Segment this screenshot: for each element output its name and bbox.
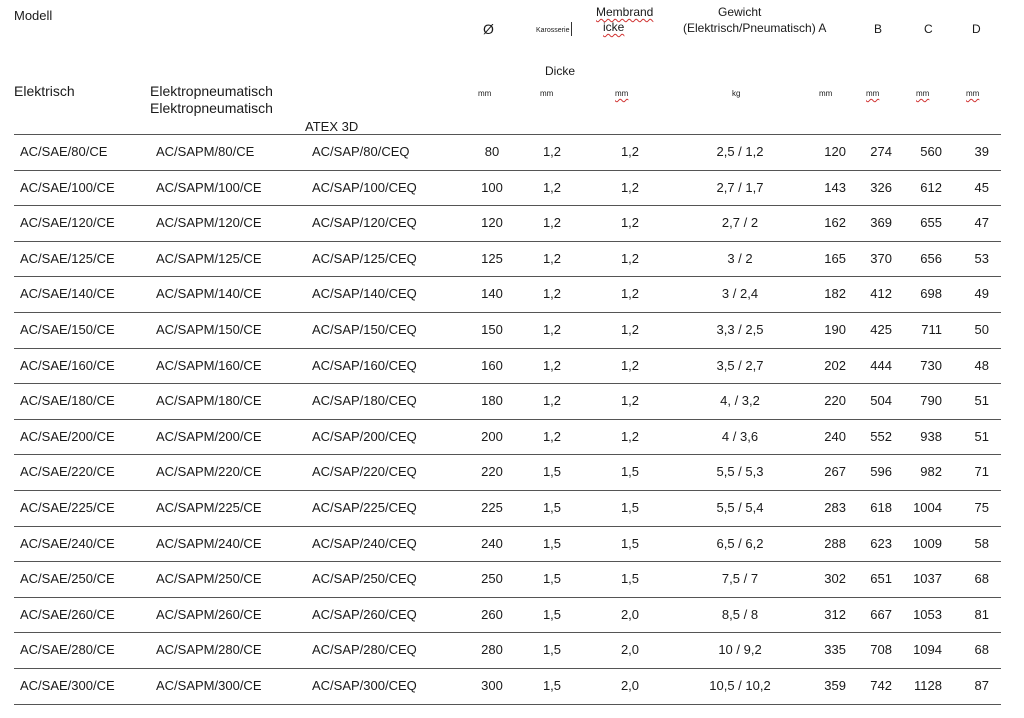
cell-a: 359 [824,678,846,693]
cell-diameter: 225 [481,500,503,515]
cell-gewicht: 5,5 / 5,4 [716,500,764,515]
cell-karosserie-dicke: 1,5 [542,606,562,622]
cell-diameter: 80 [484,144,500,159]
cell-gewicht: 10,5 / 10,2 [709,678,771,693]
cell-d: 68 [974,642,989,658]
table-row [0,490,1024,526]
cell-gewicht: 6,5 / 6,2 [716,535,764,551]
cell-gewicht: 5,5 / 5,3 [716,464,764,480]
cell-b: 274 [870,144,892,159]
cell-b: 326 [870,179,892,195]
cell-karosserie-dicke: 1,2 [542,428,562,444]
cell-a: 283 [824,500,846,515]
cell-atex: AC/SAP/280/CEQ [312,642,417,658]
cell-b: 425 [870,322,892,337]
cell-c: 730 [920,357,942,373]
cell-atex: AC/SAP/140/CEQ [312,286,417,302]
cell-c: 1009 [913,535,942,551]
cell-karosserie-dicke: 1,5 [542,535,562,551]
cell-diameter: 160 [481,357,503,373]
cell-b: 370 [870,250,892,266]
cell-elektrisch: AC/SAE/80/CE [20,144,108,159]
cell-membran-dicke: 2,0 [620,642,640,658]
cell-elektropneumatisch: AC/SAPM/140/CE [156,286,262,302]
cell-d: 68 [974,571,989,587]
cell-elektropneumatisch: AC/SAPM/200/CE [156,428,262,444]
cell-diameter: 200 [481,428,503,444]
cell-a: 182 [824,286,846,302]
cell-karosserie-dicke: 1,2 [542,250,562,266]
table-row [0,276,1024,312]
cell-c: 698 [920,286,942,302]
table-row [0,383,1024,419]
cell-elektropneumatisch: AC/SAPM/240/CE [156,535,262,551]
cell-diameter: 300 [481,678,503,693]
cell-d: 51 [974,428,989,444]
cell-b: 552 [870,428,892,444]
cell-a: 190 [824,322,846,337]
cell-c: 1094 [913,642,942,658]
cell-c: 1128 [914,678,942,693]
table-row [0,312,1024,348]
cell-atex: AC/SAP/125/CEQ [312,250,417,266]
cell-gewicht: 4 / 3,6 [721,428,759,444]
cell-b: 412 [870,286,892,302]
cell-karosserie-dicke: 1,5 [542,642,562,658]
cell-a: 335 [824,642,846,658]
cell-c: 938 [920,428,942,444]
cell-membran-dicke: 1,2 [620,144,640,159]
cell-membran-dicke: 1,2 [620,286,640,302]
header-membrand: Membrand [596,5,654,19]
cell-elektrisch: AC/SAE/300/CE [20,678,115,693]
cell-a: 288 [824,535,846,551]
cell-atex: AC/SAP/160/CEQ [312,357,417,373]
cell-d: 51 [974,393,989,409]
cell-elektrisch: AC/SAE/180/CE [20,393,115,409]
cell-diameter: 125 [481,250,503,266]
table-row [0,632,1024,668]
cell-atex: AC/SAP/200/CEQ [312,428,417,444]
cell-b: 651 [870,571,892,587]
cell-a: 202 [824,357,846,373]
cell-karosserie-dicke: 1,2 [542,144,562,159]
header-elektropneumatisch-repeat: Elektropneumatisch [150,100,273,116]
cell-atex: AC/SAP/250/CEQ [312,571,417,587]
cell-elektropneumatisch: AC/SAPM/160/CE [156,357,262,373]
cell-elektropneumatisch: AC/SAPM/125/CE [156,250,262,266]
table-row [0,668,1024,704]
text-cursor [571,22,572,36]
cell-atex: AC/SAP/260/CEQ [312,606,417,622]
cell-gewicht: 3 / 2,4 [721,286,759,302]
cell-a: 162 [824,215,846,231]
cell-d: 71 [974,464,989,480]
cell-elektropneumatisch: AC/SAPM/260/CE [156,606,262,622]
cell-membran-dicke: 1,2 [620,250,640,266]
cell-d: 47 [974,215,989,231]
cell-membran-dicke: 1,2 [620,428,640,444]
cell-atex: AC/SAP/120/CEQ [312,215,417,231]
cell-elektrisch: AC/SAE/150/CE [20,322,115,337]
cell-gewicht: 2,7 / 1,7 [716,179,764,195]
cell-c: 711 [921,322,942,337]
cell-diameter: 280 [481,642,503,658]
cell-elektrisch: AC/SAE/140/CE [20,286,115,302]
table-row [0,170,1024,206]
table-row [0,597,1024,633]
header-elektropneumatisch: Elektropneumatisch [150,83,273,99]
cell-d: 58 [974,535,989,551]
header-modell: Modell [14,8,53,23]
cell-gewicht: 10 / 9,2 [718,642,762,658]
cell-elektropneumatisch: AC/SAPM/225/CE [156,500,262,515]
cell-karosserie-dicke: 1,2 [542,357,562,373]
cell-gewicht: 3,3 / 2,5 [716,322,764,337]
header-karosserie: Karosserie [536,27,570,34]
cell-elektropneumatisch: AC/SAPM/120/CE [156,215,262,231]
header-elektrisch: Elektrisch [14,83,75,99]
cell-gewicht: 7,5 / 7 [721,571,759,587]
cell-a: 267 [824,464,846,480]
cell-b: 708 [870,642,892,658]
cell-elektrisch: AC/SAE/280/CE [20,642,115,658]
cell-karosserie-dicke: 1,5 [542,571,562,587]
unit-label: mm [866,89,880,98]
cell-elektropneumatisch: AC/SAPM/150/CE [156,322,262,337]
cell-diameter: 260 [481,606,503,622]
cell-elektropneumatisch: AC/SAPM/250/CE [156,571,262,587]
cell-karosserie-dicke: 1,5 [542,678,562,693]
cell-c: 1053 [913,606,942,622]
cell-elektrisch: AC/SAE/220/CE [20,464,115,480]
cell-membran-dicke: 1,2 [620,215,640,231]
unit-label: kg [732,89,741,98]
cell-a: 165 [824,250,846,266]
cell-elektrisch: AC/SAE/125/CE [20,250,115,266]
cell-a: 120 [824,144,846,159]
cell-atex: AC/SAP/225/CEQ [312,500,417,515]
cell-gewicht: 4, / 3,2 [720,393,760,409]
header-gewicht: Gewicht [718,5,762,19]
cell-membran-dicke: 1,5 [620,571,640,587]
table-row [0,205,1024,241]
table-row [0,241,1024,277]
unit-label: mm [916,89,930,98]
table-row [0,134,1024,170]
table-row [0,419,1024,455]
cell-karosserie-dicke: 1,2 [542,393,562,409]
cell-c: 612 [920,179,942,195]
cell-diameter: 240 [481,535,503,551]
cell-diameter: 220 [481,464,503,480]
cell-elektrisch: AC/SAE/200/CE [20,428,115,444]
cell-elektrisch: AC/SAE/160/CE [20,357,115,373]
table-row [0,454,1024,490]
cell-diameter: 180 [481,393,503,409]
cell-a: 220 [824,393,846,409]
cell-membran-dicke: 1,5 [620,535,640,551]
cell-a: 240 [824,428,846,444]
row-divider [14,704,1001,705]
cell-d: 81 [974,606,989,622]
cell-d: 50 [974,322,989,337]
table-row [0,561,1024,597]
header-membrand-dicke: icke [603,20,625,34]
cell-c: 1037 [913,571,942,587]
cell-elektrisch: AC/SAE/260/CE [20,606,115,622]
cell-d: 48 [974,357,989,373]
cell-gewicht: 3 / 2 [727,250,753,266]
cell-karosserie-dicke: 1,5 [542,500,562,515]
cell-c: 790 [920,393,942,409]
cell-b: 369 [870,215,892,231]
cell-elektropneumatisch: AC/SAPM/100/CE [156,179,262,195]
cell-gewicht: 2,7 / 2 [721,215,759,231]
cell-elektropneumatisch: AC/SAPM/80/CE [156,144,255,159]
cell-elektrisch: AC/SAE/100/CE [20,179,115,195]
cell-gewicht: 8,5 / 8 [721,606,759,622]
cell-d: 49 [974,286,989,302]
cell-atex: AC/SAP/100/CEQ [312,179,417,195]
cell-b: 667 [870,606,892,622]
cell-elektropneumatisch: AC/SAPM/280/CE [156,642,262,658]
cell-b: 618 [870,500,892,515]
table-row [0,348,1024,384]
cell-a: 312 [824,606,846,622]
cell-membran-dicke: 1,5 [620,500,640,515]
cell-elektropneumatisch: AC/SAPM/220/CE [156,464,262,480]
cell-diameter: 120 [481,215,503,231]
cell-gewicht: 3,5 / 2,7 [716,357,764,373]
cell-diameter: 150 [481,322,503,337]
header-dicke: Dicke [545,64,576,78]
cell-d: 45 [974,179,989,195]
cell-membran-dicke: 1,2 [620,357,640,373]
cell-a: 302 [824,571,846,587]
cell-diameter: 140 [481,286,503,302]
cell-diameter: 250 [481,571,503,587]
cell-atex: AC/SAP/180/CEQ [312,393,417,409]
unit-label: mm [540,89,554,98]
cell-karosserie-dicke: 1,2 [542,215,562,231]
cell-a: 143 [824,179,846,195]
cell-atex: AC/SAP/220/CEQ [312,464,417,480]
cell-karosserie-dicke: 1,2 [542,286,562,302]
cell-elektrisch: AC/SAE/240/CE [20,535,115,551]
cell-c: 656 [920,250,942,266]
cell-atex: AC/SAP/300/CEQ [312,678,417,693]
cell-membran-dicke: 1,2 [620,322,640,337]
cell-d: 39 [974,144,989,159]
header-b: B [874,22,883,36]
cell-karosserie-dicke: 1,2 [542,322,562,337]
cell-elektrisch: AC/SAE/225/CE [20,500,115,515]
header-c: C [924,22,933,36]
cell-karosserie-dicke: 1,2 [542,179,562,195]
cell-atex: AC/SAP/150/CEQ [312,322,417,337]
cell-elektrisch: AC/SAE/120/CE [20,215,115,231]
cell-c: 1004 [913,500,942,515]
cell-d: 75 [974,500,989,515]
cell-membran-dicke: 1,5 [620,464,640,480]
cell-c: 655 [920,215,942,231]
cell-diameter: 100 [481,179,503,195]
table-row [0,526,1024,562]
cell-c: 982 [920,464,942,480]
cell-membran-dicke: 1,2 [620,393,640,409]
header-d: D [972,22,981,36]
cell-atex: AC/SAP/80/CEQ [312,144,410,159]
cell-membran-dicke: 2,0 [620,606,640,622]
header-gewicht-detail: (Elektrisch/Pneumatisch) A [683,21,827,35]
cell-membran-dicke: 1,2 [620,179,640,195]
unit-label: mm [819,89,833,98]
cell-b: 623 [870,535,892,551]
cell-membran-dicke: 2,0 [620,678,640,693]
header-atex: ATEX 3D [305,119,359,134]
cell-elektropneumatisch: AC/SAPM/180/CE [156,393,262,409]
unit-label: mm [615,89,629,98]
cell-b: 504 [870,393,892,409]
cell-b: 742 [870,678,892,693]
cell-d: 87 [974,678,989,693]
cell-karosserie-dicke: 1,5 [542,464,562,480]
cell-gewicht: 2,5 / 1,2 [716,144,764,159]
cell-b: 596 [870,464,892,480]
cell-atex: AC/SAP/240/CEQ [312,535,417,551]
unit-label: mm [966,89,980,98]
cell-d: 53 [974,250,989,266]
cell-elektropneumatisch: AC/SAPM/300/CE [156,678,262,693]
unit-label: mm [478,89,492,98]
header-diameter: Ø [483,21,494,37]
cell-c: 560 [920,144,942,159]
cell-b: 444 [870,357,892,373]
cell-elektrisch: AC/SAE/250/CE [20,571,115,587]
